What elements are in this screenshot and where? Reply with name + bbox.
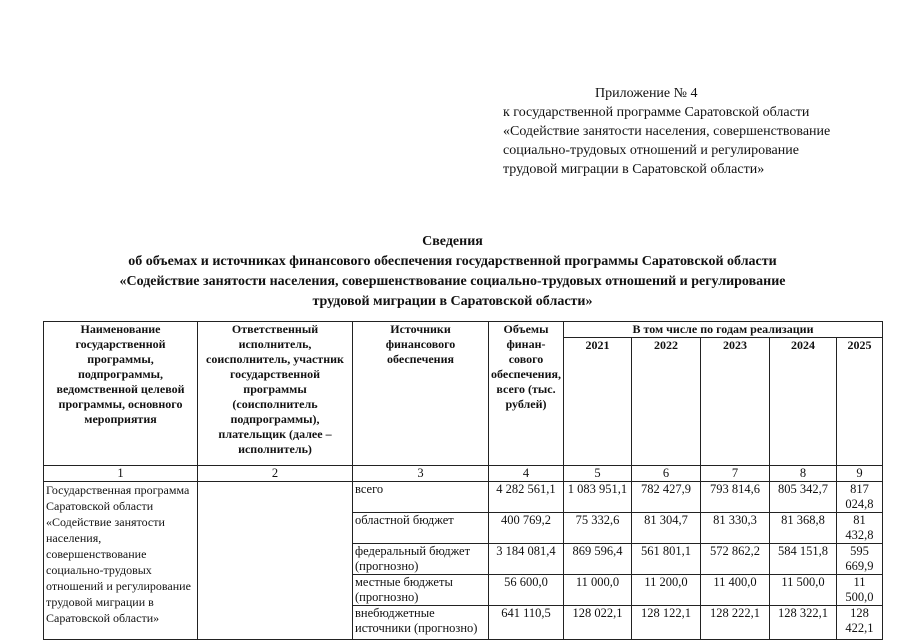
header-executor: Ответственный исполнитель, соисполнитель, участник государственной программы (соисполнитель подпрограммы), плательщик (далее – исполнитель)	[198, 322, 353, 466]
value-cell: 1 083 951,1	[563, 482, 631, 513]
appendix-header	[503, 84, 830, 179]
appendix-line: трудовой миграции в Саратовской области»	[503, 162, 765, 177]
header-source: Источники финансового обеспечения	[353, 322, 489, 466]
value-cell: 81 330,3	[700, 513, 769, 544]
title-line: об объемах и источниках финансового обеспечения государственной программы Саратовской области	[128, 254, 777, 269]
column-number-row	[44, 466, 883, 482]
value-cell: 11 500,0	[836, 575, 882, 606]
col-number: 3	[353, 466, 489, 482]
value-cell: 782 427,9	[631, 482, 700, 513]
source-cell: всего	[353, 482, 489, 513]
col-number: 6	[631, 466, 700, 482]
appendix-line: к государственной программе Саратовской области	[503, 105, 810, 120]
value-cell: 56 600,0	[489, 575, 564, 606]
value-cell: 641 110,5	[489, 606, 564, 640]
value-cell: 81 432,8	[836, 513, 882, 544]
header-years-group: В том числе по годам реализации	[563, 322, 882, 338]
col-number: 2	[198, 466, 353, 482]
value-cell: 11 000,0	[563, 575, 631, 606]
value-cell: 128 022,1	[563, 606, 631, 640]
financing-table	[43, 321, 883, 640]
col-number: 4	[489, 466, 564, 482]
value-cell: 11 500,0	[769, 575, 836, 606]
appendix-line: «Содействие занятости населения, совершенствование	[503, 124, 831, 139]
value-cell: 128 222,1	[700, 606, 769, 640]
header-year: 2023	[700, 338, 769, 466]
title-line: «Содействие занятости населения, совершенствование социально-трудовых отношений и регулирование	[119, 274, 786, 289]
col-number: 9	[836, 466, 882, 482]
value-cell: 869 596,4	[563, 544, 631, 575]
header-total: Объемы финан-сового обеспечения, всего (тыс. рублей)	[489, 322, 564, 466]
col-number: 1	[44, 466, 198, 482]
header-program: Наименование государственной программы, подпрограммы, ведомственной целевой программы, основного мероприятия	[44, 322, 198, 466]
appendix-number: Приложение № 4	[595, 86, 698, 101]
header-year: 2021	[563, 338, 631, 466]
appendix-line: социально-трудовых отношений и регулирование	[503, 143, 799, 158]
value-cell: 400 769,2	[489, 513, 564, 544]
document-title	[0, 232, 905, 312]
value-cell: 4 282 561,1	[489, 482, 564, 513]
value-cell: 128 122,1	[631, 606, 700, 640]
table-row	[44, 482, 883, 513]
value-cell: 805 342,7	[769, 482, 836, 513]
header-year: 2024	[769, 338, 836, 466]
value-cell: 81 304,7	[631, 513, 700, 544]
value-cell: 11 200,0	[631, 575, 700, 606]
value-cell: 595 669,9	[836, 544, 882, 575]
header-year: 2025	[836, 338, 882, 466]
value-cell: 81 368,8	[769, 513, 836, 544]
value-cell: 128 322,1	[769, 606, 836, 640]
program-name: Государственная программа Саратовской области «Содействие занятости населения, совершенствование социально-трудовых отношений и регулирование трудовой миграции в Саратовской области»	[44, 482, 198, 640]
value-cell: 817 024,8	[836, 482, 882, 513]
value-cell: 128 422,1	[836, 606, 882, 640]
title-line: Сведения	[422, 234, 483, 249]
value-cell: 11 400,0	[700, 575, 769, 606]
title-line: трудовой миграции в Саратовской области»	[312, 294, 593, 309]
value-cell: 3 184 081,4	[489, 544, 564, 575]
value-cell: 793 814,6	[700, 482, 769, 513]
header-year: 2022	[631, 338, 700, 466]
value-cell: 75 332,6	[563, 513, 631, 544]
col-number: 8	[769, 466, 836, 482]
source-cell: внебюджетные источники (прогнозно)	[353, 606, 489, 640]
value-cell: 584 151,8	[769, 544, 836, 575]
source-cell: областной бюджет	[353, 513, 489, 544]
source-cell: федеральный бюджет (прогнозно)	[353, 544, 489, 575]
value-cell: 561 801,1	[631, 544, 700, 575]
col-number: 7	[700, 466, 769, 482]
col-number: 5	[563, 466, 631, 482]
executor-cell	[198, 482, 353, 640]
source-cell: местные бюджеты (прогнозно)	[353, 575, 489, 606]
value-cell: 572 862,2	[700, 544, 769, 575]
